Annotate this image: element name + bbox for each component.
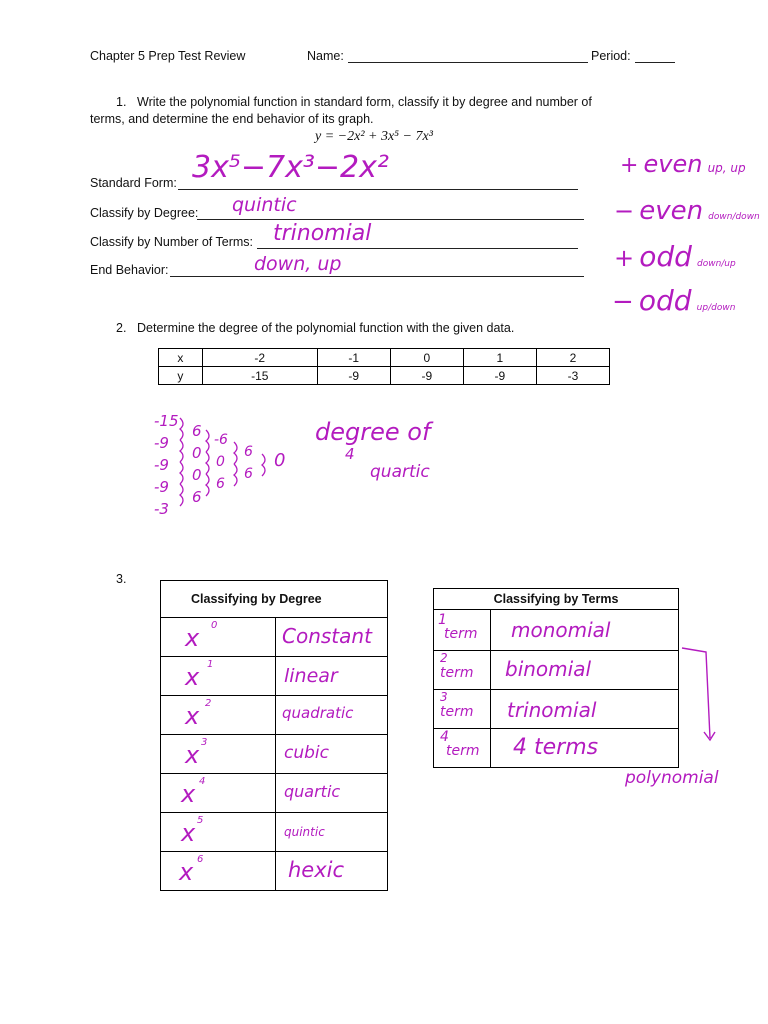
degree-note-number: 4: [345, 445, 355, 463]
polynomial-note: polynomial: [625, 768, 719, 788]
end-behavior-line: [170, 276, 584, 277]
x-header: x: [159, 349, 203, 367]
work-diff2: 6: [216, 476, 225, 492]
power-cell: x 0: [161, 618, 276, 657]
degree-name-cell: Constant: [276, 618, 388, 657]
table-row: [161, 735, 388, 774]
side-note-4: − odd up/down: [612, 284, 736, 317]
work-diff4: 0: [274, 450, 286, 471]
q2-number: 2.: [116, 321, 127, 335]
work-diff3: 6: [244, 466, 253, 482]
degree-line: [197, 219, 584, 220]
table-row: [161, 618, 388, 657]
table-row: [161, 813, 388, 852]
table-row: [159, 367, 610, 385]
side-note-1: + even up, up: [620, 150, 746, 178]
power-cell: x 3: [161, 735, 276, 774]
work-diff3: 6: [244, 444, 253, 460]
terms-answer: trinomial: [273, 221, 372, 246]
q1-prompt-line2: terms, and determine the end behavior of its graph.: [90, 112, 374, 126]
q2-prompt: Determine the degree of the polynomial function with the given data.: [137, 321, 515, 335]
degree-classification-table: [160, 580, 388, 891]
table-row: [434, 610, 679, 651]
term-count-cell: 2 term: [434, 651, 491, 690]
q1-equation: y = −2x² + 3x⁵ − 7x³: [315, 129, 433, 144]
polynomial-bracket: [680, 640, 720, 750]
term-name-cell: binomial: [491, 651, 679, 690]
power-cell: x 1: [161, 657, 276, 696]
power-cell: x 6: [161, 852, 276, 891]
term-count-cell: 1 term: [434, 610, 491, 651]
standard-form-answer: 3x⁵−7x³−2x²: [192, 150, 389, 185]
table-row: [161, 696, 388, 735]
work-diff1: 0: [192, 466, 202, 484]
standard-form-line: [178, 189, 578, 190]
y-cell: -3: [536, 367, 609, 385]
terms-table-title: Classifying by Terms: [434, 589, 679, 610]
degree-note-quartic: quartic: [370, 462, 430, 482]
y-header: y: [159, 367, 203, 385]
q1-label-standard-form: Standard Form:: [90, 176, 177, 190]
side-note-2: − even down/down: [614, 196, 760, 226]
table-row: [434, 729, 679, 768]
degree-name-cell: quadratic: [276, 696, 388, 735]
work-y: -9: [154, 456, 169, 474]
x-cell: 1: [463, 349, 536, 367]
table-row: [434, 651, 679, 690]
page-title: Chapter 5 Prep Test Review: [90, 49, 246, 63]
work-y: -3: [154, 500, 169, 518]
terms-line: [257, 248, 578, 249]
work-y: -9: [154, 434, 169, 452]
table-row: [159, 349, 610, 367]
work-diff1: 0: [192, 444, 202, 462]
work-diff2: -6: [214, 432, 228, 448]
work-diff2: 0: [216, 454, 225, 470]
q1-label-end-behavior: End Behavior:: [90, 263, 169, 277]
degree-note: degree of: [315, 418, 431, 446]
finite-difference-work: [150, 412, 310, 522]
degree-name-cell: linear: [276, 657, 388, 696]
power-cell: x 2: [161, 696, 276, 735]
terms-classification-table: [433, 588, 679, 768]
degree-name-cell: quartic: [276, 774, 388, 813]
term-count-cell: 4 term: [434, 729, 491, 768]
y-cell: -15: [202, 367, 317, 385]
degree-table-title: Classifying by Degree: [161, 581, 388, 618]
name-line: [348, 62, 588, 63]
work-y: -9: [154, 478, 169, 496]
term-name-cell: 4 terms: [491, 729, 679, 768]
degree-answer: quintic: [232, 194, 297, 216]
table-row: [161, 852, 388, 891]
period-line: [635, 62, 675, 63]
term-name-cell: monomial: [491, 610, 679, 651]
y-cell: -9: [317, 367, 390, 385]
y-cell: -9: [463, 367, 536, 385]
table-row: [434, 589, 679, 610]
term-name-cell: trinomial: [491, 690, 679, 729]
q1-label-terms: Classify by Number of Terms:: [90, 235, 254, 249]
power-cell: x 4: [161, 774, 276, 813]
degree-name-cell: hexic: [276, 852, 388, 891]
q1-label-degree: Classify by Degree:: [90, 206, 199, 220]
q3-number: 3.: [116, 572, 127, 586]
x-cell: 0: [390, 349, 463, 367]
term-count-cell: 3 term: [434, 690, 491, 729]
table-row: [434, 690, 679, 729]
difference-braces: [150, 412, 310, 522]
period-label: Period:: [591, 49, 631, 63]
table-row: [161, 657, 388, 696]
x-cell: -1: [317, 349, 390, 367]
q2-data-table: [158, 348, 610, 385]
side-note-3: + odd down/up: [614, 240, 736, 273]
x-cell: 2: [536, 349, 609, 367]
q1-prompt-line1: Write the polynomial function in standard form, classify it by degree and number of: [137, 95, 592, 109]
table-row: [161, 774, 388, 813]
name-label: Name:: [307, 49, 344, 63]
work-y: -15: [154, 412, 179, 430]
work-diff1: 6: [192, 422, 202, 440]
end-behavior-answer: down, up: [254, 253, 342, 275]
y-cell: -9: [390, 367, 463, 385]
work-diff1: 6: [192, 488, 202, 506]
degree-name-cell: cubic: [276, 735, 388, 774]
x-cell: -2: [202, 349, 317, 367]
degree-name-cell: quintic: [276, 813, 388, 852]
q1-number: 1.: [116, 95, 127, 109]
power-cell: x 5: [161, 813, 276, 852]
table-row: [161, 581, 388, 618]
